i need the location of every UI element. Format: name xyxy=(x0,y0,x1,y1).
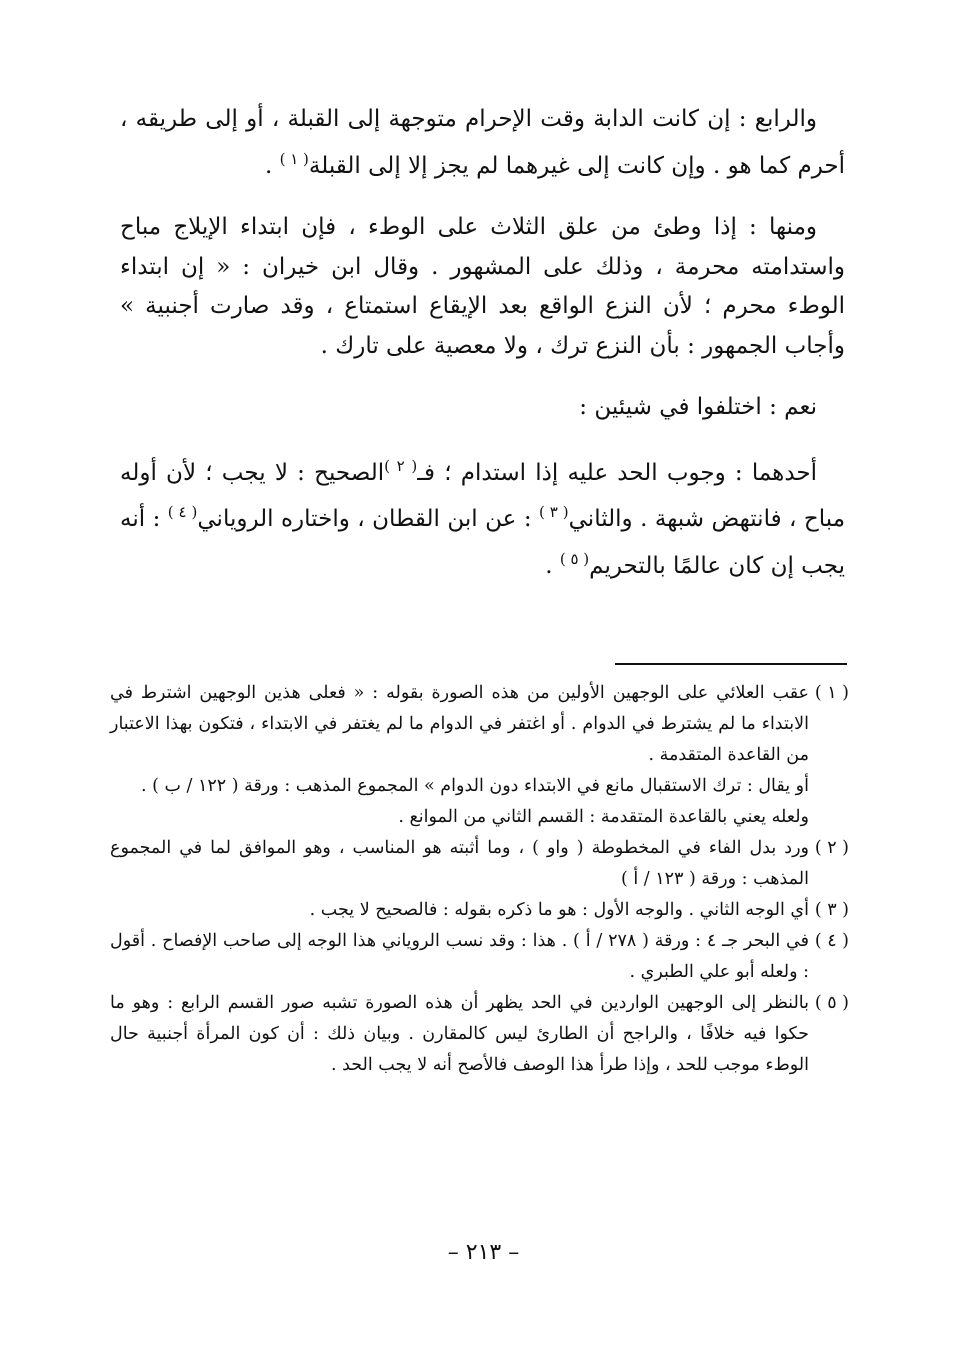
footnote-ref-2: ( ٢ ) xyxy=(384,456,418,475)
footnote-number: ( ١ ) xyxy=(814,683,849,703)
paragraph-text: والرابع : إن كانت الدابة وقت الإحرام متوجهة إلى القبلة ، أو إلى طريقه ، أحرم كما هو . وإن كانت إلى غيرهما لم يجز إلا إلى القبلة xyxy=(120,106,845,179)
footnote-ref-1: ( ١ ) xyxy=(279,149,309,168)
main-text xyxy=(120,100,845,608)
paragraph-end: . xyxy=(545,552,560,579)
paragraph-4th-case xyxy=(120,100,845,186)
paragraph-text: : عن ابن القطان ، واختاره الروياني xyxy=(197,506,540,532)
footnote-text: ورد بدل الفاء في المخطوطة ( واو ) ، وما أثبته هو المناسب ، وهو الموافق لما في المجموع المذهب : ورقة ( ١٢٣ / أ ) xyxy=(110,838,809,889)
footnote-ref-3: ( ٣ ) xyxy=(539,503,569,521)
footnote-4 xyxy=(110,926,849,988)
footnote-number: ( ٣ ) xyxy=(814,900,849,920)
paragraph-text: أحدهما : وجوب الحد عليه إذا استدام ؛ فـ xyxy=(417,459,817,486)
paragraph-end: . xyxy=(264,152,280,179)
footnote-text: في البحر جـ ٤ : ورقة ( ٢٧٨ / أ ) . هذا : وقد نسب الروياني هذا الوجه إلى صاحب الإفصاح . أقول : ولعله أبو علي الطبري . xyxy=(110,931,810,982)
paragraph-text: : أنه يجب إن كان عالمًا بالتحريم xyxy=(120,506,845,579)
footnotes xyxy=(110,678,849,1081)
footnote-text: عقب العلائي على الوجهين الأولين من هذه الصورة بقوله : « فعلى هذين الوجهين اشترط في الابتداء ما لم يشترط في الدوام . أو اغتفر في الدوام ما لم يغتفر في الابتداء ، فتكون بهذا الاعتبار من القاعدة المتقدمة . xyxy=(110,683,809,765)
page-number: – ٢١٣ – xyxy=(447,1240,520,1265)
footnote-ref-4: ( ٤ ) xyxy=(167,503,198,521)
footnote-1 xyxy=(110,678,849,771)
footnote-5 xyxy=(110,988,849,1081)
paragraph-two-issues xyxy=(120,447,845,587)
paragraph-disagreement-intro xyxy=(120,388,845,428)
footnote-1-continuation: أو يقال : ترك الاستقبال مانع في الابتداء دون الدوام » المجموع المذهب : ورقة ( ١٢٢ / ب ) . xyxy=(140,776,809,796)
footnote-number: ( ٥ ) xyxy=(814,993,849,1013)
footnote-number: ( ٢ ) xyxy=(814,838,849,858)
footnote-2 xyxy=(110,833,849,895)
footnote-ref-5: ( ٥ ) xyxy=(559,549,590,568)
footnote-1-continuation: ولعله يعني بالقاعدة المتقدمة : القسم الثاني من الموانع . xyxy=(398,807,809,827)
footnote-number: ( ٤ ) xyxy=(814,931,849,951)
footnote-3 xyxy=(110,895,849,926)
paragraph-text: الصحيح : لا يجب ؛ لأن أوله مباح ، فانتهض شبهة . والثاني xyxy=(120,459,846,532)
paragraph-wat-case xyxy=(120,208,845,366)
footnote-text: بالنظر إلى الوجهين الواردين في الحد يظهر أن هذه الصورة تشبه صور القسم الرابع : وهو ما حكوا فيه خلافًا ، والراجح أن الطارئ ليس كالمقارن . وبيان ذلك : أن كون المرأة أجنبية حال الوطء موجب للحد ، وإذا طرأ هذا الوصف فالأصح أنه لا يجب الحد . xyxy=(110,993,809,1075)
footnote-text: أي الوجه الثاني . والوجه الأول : هو ما ذكره بقوله : فالصحيح لا يجب . xyxy=(309,900,809,920)
paragraph-text: ومنها : إذا وطئ من علق الثلاث على الوطء ، فإن ابتداء الإيلاج مباح واستدامته محرمة ، وذلك على المشهور . وقال ابن خيران : « إن ابتداء الوطء محرم ؛ لأن النزع الواقع بعد الإيقاع استمتاع ، وقد صارت أجنبية » وأجاب الجمهور : بأن النزع ترك ، ولا معصية على تارك . xyxy=(120,214,846,359)
footnote-separator xyxy=(615,663,847,665)
paragraph-text: نعم : اختلفوا في شيئين : xyxy=(579,394,817,420)
